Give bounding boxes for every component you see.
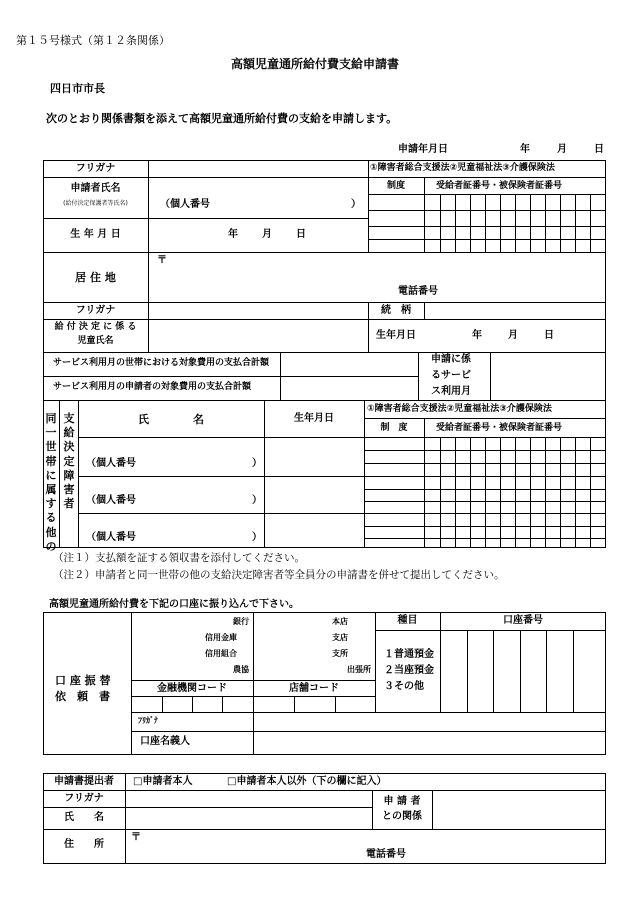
submitter-address-label: 住 所: [64, 839, 104, 850]
form-title: 高額児童通所給付費支給申請書: [230, 57, 399, 71]
applicant-birth-year: 年: [228, 229, 238, 240]
household-cert-no-label: 受給者証番号・被保険者証番号: [436, 423, 563, 433]
child-birth-label: 生年月日: [376, 330, 416, 341]
household-name-header: 氏 名: [138, 413, 204, 426]
applicant-birth-month: 月: [262, 229, 272, 240]
submitter-relation-label-1: 申 請 者: [383, 796, 421, 807]
applicant-birth-label: 生 年 月 日: [70, 229, 121, 240]
relation-label: 続 柄: [381, 305, 411, 316]
household-personal-no-1: （個人番号: [86, 458, 136, 469]
account-kind-label: 種目: [397, 615, 418, 626]
address-label: 居 住 地: [75, 271, 116, 284]
household-personal-no-close-3: ）: [252, 532, 262, 543]
applicant-name-label: 申請者氏名: [70, 183, 121, 194]
bank-label-2: 依 頼 書: [55, 690, 110, 703]
address-phone-label: 電話番号: [398, 286, 438, 297]
applicant-laws-label: ①障害者総合支援法②児童福祉法③介護保険法: [370, 163, 555, 173]
applicant-birth-day: 日: [296, 229, 306, 240]
note-1: （注１）支払額を証する領収書を添付してください。: [53, 552, 305, 564]
bank-label-1: 口 座 振 替: [55, 674, 111, 687]
note-2: （注２）申請者と同一世帯の他の支給決定障害者等全員分の申請書を併せて提出してください。: [53, 569, 505, 581]
inst-type-shinkumi: 信用組合: [205, 649, 237, 658]
inst-type-bank: 銀行: [233, 617, 249, 626]
applicant-furigana-label: フリガナ: [75, 163, 116, 174]
applicant-personal-no-close: ）: [351, 199, 361, 210]
branch-code-label: 店舗コード: [289, 683, 339, 694]
child-birth-month: 月: [508, 330, 518, 341]
form-number: 第１５号様式（第１２条関係）: [16, 34, 170, 47]
service-month-label-1: 申請に係: [431, 354, 471, 365]
household-total-label: サービス利用月の世帯における対象費用の支払合計額: [53, 358, 270, 368]
application-date-year: 年: [520, 144, 530, 155]
submitter-name-label: 氏 名: [64, 812, 104, 823]
inst-code-label: 金融機関コード: [157, 683, 227, 694]
holder-name-label: 口座名義人: [140, 736, 190, 747]
household-vertical-label-left: 同一世帯に属する他の: [45, 412, 57, 553]
applicant-system-label: 制度: [386, 181, 405, 191]
household-personal-no-close-1: ）: [252, 458, 262, 469]
submitter-option-self[interactable]: □申請者本人: [133, 776, 193, 787]
household-personal-no-2: （個人番号: [86, 495, 136, 506]
child-name-label-2: 児童氏名: [77, 336, 114, 346]
submitter-relation-label-2: との関係: [382, 811, 422, 822]
child-birth-year: 年: [472, 330, 482, 341]
branch-type-main: 本店: [332, 617, 348, 626]
submitter-furigana-label: フリガナ: [64, 793, 104, 804]
household-birth-header: 生年月日: [294, 413, 334, 424]
applicant-total-label: サービス利用月の申請者の対象費用の支払合計額: [53, 382, 252, 392]
branch-type-sub: 支所: [332, 649, 348, 658]
household-laws-label: ①障害者総合支援法②児童福祉法③介護保険法: [367, 404, 552, 414]
branch-type-office: 出張所: [347, 665, 371, 674]
submitter-option-other[interactable]: □申請者本人以外（下の欄に記入）: [227, 776, 387, 787]
inst-type-shinkin: 信用金庫: [205, 633, 237, 642]
child-name-label-1: 給 付 決 定 に 係 る: [54, 322, 137, 332]
household-personal-no-3: （個人番号: [86, 532, 136, 543]
applicant-personal-no-label: （個人番号: [160, 199, 210, 210]
submitter-postal-mark: 〒: [131, 832, 141, 843]
bank-caption: 高額児童通所給付費を下記の口座に振り込んで下さい。: [49, 599, 299, 610]
kind-option-1: １普通預金: [384, 649, 434, 660]
submitter-phone-label: 電話番号: [366, 849, 406, 860]
child-birth-day: 日: [544, 330, 554, 341]
applicant-cert-no-label: 受給者証番号・被保険者証番号: [436, 181, 563, 191]
inst-type-nokyo: 農協: [233, 665, 249, 674]
service-month-label-2: るサービ: [431, 370, 471, 381]
household-vertical-label-right: 支給決定障害者: [63, 412, 75, 511]
application-date-day: 日: [594, 144, 604, 155]
submitter-label: 申請書提出者: [54, 776, 114, 787]
child-furigana-label: フリガナ: [75, 305, 116, 316]
household-personal-no-close-2: ）: [252, 495, 262, 506]
kind-option-3: ３その他: [384, 681, 424, 692]
applicant-name-note: (給付決定保護者等氏名): [63, 200, 128, 207]
addressee: 四日市市長: [50, 82, 105, 95]
household-system-label: 制 度: [380, 423, 408, 433]
branch-type-branch: 支店: [332, 633, 348, 642]
application-date-label: 申請年月日: [398, 144, 448, 155]
kind-option-2: ２当座預金: [384, 665, 434, 676]
address-postal-mark: 〒: [157, 255, 167, 266]
application-date-month: 月: [557, 144, 567, 155]
intro-text: 次のとおり関係書類を添えて高額児童通所給付費の支給を申請します。: [46, 112, 398, 125]
account-no-label: 口座番号: [503, 615, 543, 626]
holder-kana-label: ﾌﾘｶﾞﾅ: [138, 716, 158, 725]
service-month-label-3: ス利用月: [431, 386, 471, 397]
